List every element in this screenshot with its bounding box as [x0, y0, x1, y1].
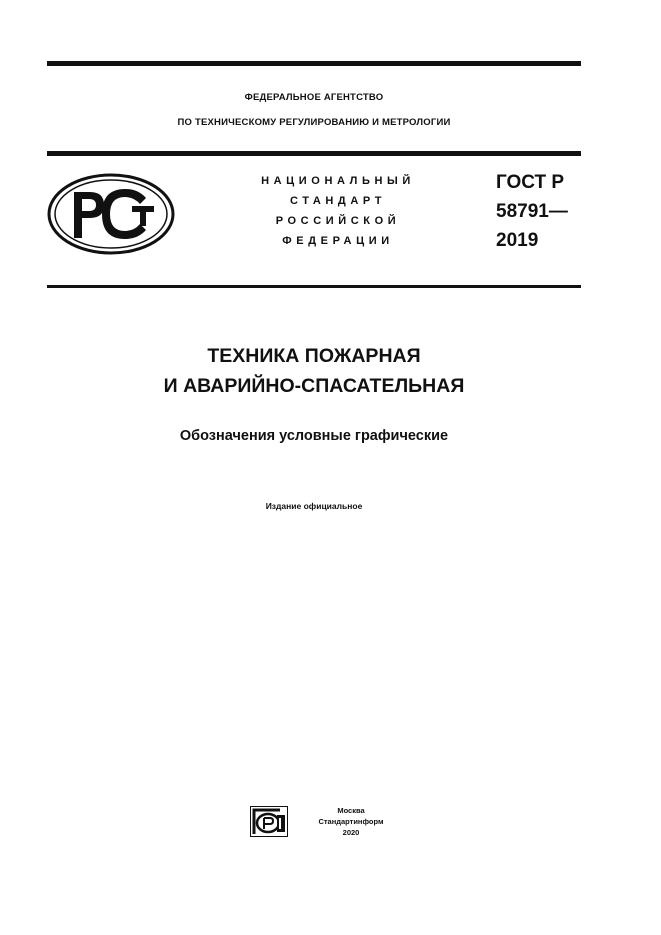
- publication-year: 2020: [342, 828, 360, 837]
- document-title: [47, 341, 581, 401]
- standard-type-line-1: НАЦИОНАЛЬНЫЙ: [261, 175, 415, 187]
- bottom-divider: [47, 285, 581, 288]
- top-divider: [47, 61, 581, 66]
- document-subtitle: Обозначения условные графические: [179, 428, 449, 444]
- gost-designation-line-2: 58791—: [496, 201, 568, 222]
- edition-note: Издание официальное: [265, 501, 363, 511]
- agency-name-line-2: ПО ТЕХНИЧЕСКОМУ РЕГУЛИРОВАНИЮ И МЕТРОЛОГИИ: [177, 117, 451, 128]
- middle-divider: [47, 151, 581, 156]
- document-title-line-2: И АВАРИЙНО-СПАСАТЕЛЬНАЯ: [163, 375, 465, 397]
- document-title-line-1: ТЕХНИКА ПОЖАРНАЯ: [207, 345, 421, 367]
- gost-designation: [496, 168, 568, 255]
- standard-type: [245, 171, 431, 251]
- publisher-name: Стандартинформ: [318, 817, 384, 826]
- rst-certification-mark-icon: [46, 172, 176, 256]
- gost-designation-line-1: ГОСТ Р: [496, 172, 565, 193]
- publisher-imprint: [306, 805, 396, 838]
- gost-designation-line-3: 2019: [496, 230, 539, 251]
- standard-type-line-3: РОССИЙСКОЙ: [275, 215, 401, 227]
- publisher-city: Москва: [337, 806, 365, 815]
- standard-type-line-2: СТАНДАРТ: [289, 195, 387, 207]
- standartinform-logo-icon: [250, 806, 288, 837]
- agency-name-line-1: ФЕДЕРАЛЬНОЕ АГЕНТСТВО: [244, 92, 384, 103]
- standard-type-line-4: ФЕДЕРАЦИИ: [282, 235, 394, 247]
